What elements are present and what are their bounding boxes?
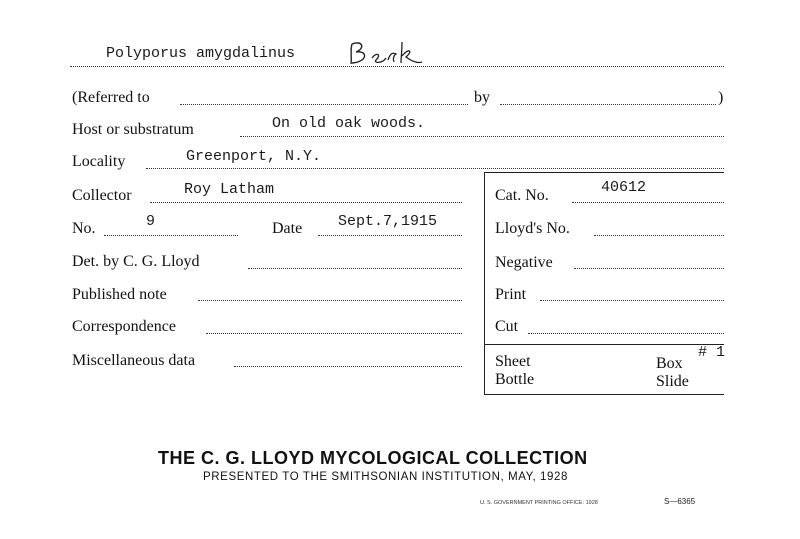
date-value: Sept.7,1915 [338, 213, 438, 230]
negative-line [574, 268, 724, 269]
right-box-top-border [484, 172, 724, 173]
handwritten-author-name [346, 38, 430, 68]
cut-label: Cut [495, 318, 519, 335]
det-by-label: Det. by C. G. Lloyd [72, 253, 200, 270]
date-line [318, 235, 462, 236]
bottle-label: Bottle [495, 371, 535, 388]
referred-to-line [180, 104, 468, 105]
number-line [104, 235, 238, 236]
by-line [500, 104, 716, 105]
print-line [540, 300, 724, 301]
right-box-bottom-border [484, 394, 724, 395]
correspondence-line [206, 333, 462, 334]
collection-subtitle: PRESENTED TO THE SMITHSONIAN INSTITUTION, MAY, 1928 [203, 471, 569, 483]
date-label: Date [272, 220, 303, 237]
cut-line [528, 333, 724, 334]
misc-label: Miscellaneous data [72, 352, 196, 369]
cat-no-line [572, 202, 724, 203]
lloyds-no-line [594, 235, 724, 236]
host-label: Host or substratum [72, 121, 194, 138]
host-value: On old oak woods. [272, 115, 426, 132]
print-label: Print [495, 286, 527, 303]
misc-line [234, 366, 462, 367]
printing-office-note: U. S. GOVERNMENT PRINTING OFFICE: 1928 [480, 500, 598, 506]
collection-title: THE C. G. LLOYD MYCOLOGICAL COLLECTION [158, 448, 588, 468]
locality-value: Greenport, N.Y. [186, 148, 322, 165]
species-name: Polyporus amygdalinus [106, 45, 296, 62]
correspondence-label: Correspondence [72, 318, 176, 335]
published-note-line [198, 300, 462, 301]
form-number: S—6365 [664, 497, 696, 506]
collector-value: Roy Latham [184, 181, 275, 198]
referred-to-label: (Referred to [72, 89, 150, 106]
locality-label: Locality [72, 153, 126, 170]
by-label: by [474, 89, 490, 106]
box-value: # 1 [698, 344, 726, 361]
box-label: Box [656, 355, 683, 372]
cat-no-value: 40612 [601, 179, 647, 196]
published-note-label: Published note [72, 286, 167, 303]
collector-line [150, 202, 462, 203]
collector-label: Collector [72, 187, 132, 204]
right-box-divider [484, 344, 724, 345]
negative-label: Negative [495, 254, 553, 271]
det-by-line [248, 268, 462, 269]
cat-no-label: Cat. No. [495, 187, 549, 204]
host-line [240, 136, 724, 137]
slide-label: Slide [656, 373, 689, 390]
species-line [70, 66, 724, 67]
number-value: 9 [146, 213, 156, 230]
by-close-paren: ) [718, 89, 724, 106]
number-label: No. [72, 220, 96, 237]
right-box-left-border [484, 172, 485, 394]
locality-line [146, 168, 724, 169]
sheet-label: Sheet [495, 353, 531, 370]
lloyds-no-label: Lloyd's No. [495, 220, 570, 237]
